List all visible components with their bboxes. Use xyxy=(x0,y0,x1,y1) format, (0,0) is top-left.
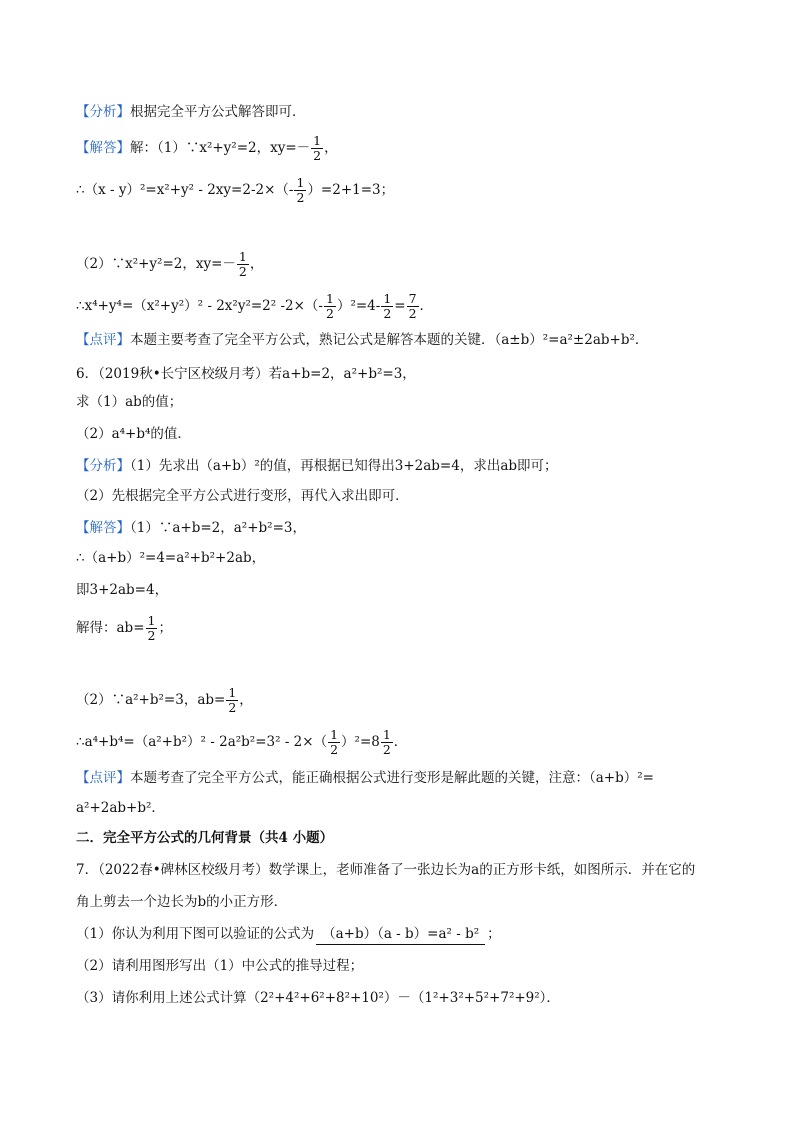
question-7-ask-1: （1）你认为利用下图可以验证的公式为 （a+b）（a - b）=a² - b² ； xyxy=(76,924,501,945)
fraction-half: $\frac{1}{2}$ xyxy=(296,175,305,205)
solution-line-p5-2: ∴（x - y）²=x²+y² - 2xy=2-2×（- $\frac{1}{2}$ ）=2+1=3； xyxy=(76,175,395,205)
fraction-half: $\frac{1}{2}$ xyxy=(238,249,247,279)
fraction-half: $\frac{1}{2}$ xyxy=(147,613,156,643)
fraction-half: $\frac{1}{2}$ xyxy=(228,685,237,715)
question-7-ask-2: （2）请利用图形写出（1）中公式的推导过程； xyxy=(76,958,364,974)
analysis-text: 根据完全平方公式解答即可． xyxy=(130,104,306,120)
solution-label: 【解答】 xyxy=(76,520,130,536)
analysis-line-p5 xyxy=(76,102,306,122)
solution-line-q6-6: ∴a⁴+b⁴=（a²+b²）² - 2a²b²=3² - 2×（ $\frac{1}{2}$ ）²=8 $\frac{1}{2}$ ． xyxy=(76,727,408,757)
solution-line-q6-3: 即3+2ab=4， xyxy=(76,582,169,598)
analysis-label: 【分析】 xyxy=(76,458,130,474)
solution-line-p5-4: ∴x⁴+y⁴=（x²+y²）² - 2x²y²=2² -2×（- $\frac{1}{2}$ ）²=4- $\frac{1}{2}$ = $\frac{7}{2}$ ． xyxy=(76,291,434,321)
analysis-label: 【分析】 xyxy=(76,104,130,120)
question-6-title: 6．（2019秋•长宁区校级月考）若a+b=2，a²+b²=3， xyxy=(76,366,416,382)
fraction-half: $\frac{1}{2}$ xyxy=(383,291,392,321)
solution-line-p5-3: （2）∵x²+y²=2，xy=－ $\frac{1}{2}$ ， xyxy=(76,249,264,279)
solution-label: 【解答】 xyxy=(76,140,130,156)
fraction-half: $\frac{1}{2}$ xyxy=(382,727,391,757)
analysis-line-q6-1: 【分析】（1）先求出（a+b）²的值，再根据已知得出3+2ab=4，求出ab即可； xyxy=(76,458,558,474)
solution-line-q6-4: 解得：ab= $\frac{1}{2}$ ； xyxy=(76,613,172,643)
fraction-half: $\frac{1}{2}$ xyxy=(330,727,339,757)
comment-label: 【点评】 xyxy=(76,770,130,786)
comment-line-q6-1: 【点评】本题考查了完全平方公式，能正确根据公式进行变形是解此题的关键，注意：（a+b）²= xyxy=(76,770,654,786)
question-7-line-2: 角上剪去一个边长为b的小正方形． xyxy=(76,894,288,910)
solution-line-q6-5: （2）∵a²+b²=3，ab= $\frac{1}{2}$ ， xyxy=(76,685,253,715)
question-7-line-1: 7．（2022春•碑林区校级月考）数学课上，老师准备了一张边长为a的正方形卡纸，如图所示．并在它的 xyxy=(76,862,696,878)
fraction-half: $\frac{1}{2}$ xyxy=(313,133,322,163)
solution-line-p5-1: 【解答】解：（1）∵x²+y²=2，xy=－ $\frac{1}{2}$ ， xyxy=(76,133,338,163)
solution-line-q6-2: ∴（a+b）²=4=a²+b²+2ab， xyxy=(76,550,266,566)
question-7-ask-3: （3）请你利用上述公式计算（2²+4²+6²+8²+10²）－（1²+3²+5²+7²+9²）． xyxy=(76,990,560,1006)
answer-blank: （a+b）（a - b）=a² - b² xyxy=(316,924,485,945)
analysis-line-q6-2: （2）先根据完全平方公式进行变形，再代入求出即可． xyxy=(76,488,409,504)
comment-label: 【点评】 xyxy=(76,332,130,348)
section-2-title: 二．完全平方公式的几何背景（共4 小题） xyxy=(76,830,334,846)
comment-line-p5: 【点评】本题主要考查了完全平方公式，熟记公式是解答本题的关键．（a±b）²=a²±2ab+b²． xyxy=(76,332,649,348)
solution-text: 解：（1）∵x²+y²=2，xy=－ xyxy=(130,140,311,156)
solution-line-q6-1: 【解答】（1）∵a+b=2，a²+b²=3， xyxy=(76,520,306,536)
fraction-half: $\frac{1}{2}$ xyxy=(326,291,334,321)
question-6-ask-1: 求（1）ab的值； xyxy=(76,394,183,410)
comment-line-q6-2: a²+2ab+b²． xyxy=(76,800,165,816)
question-6-ask-2: （2）a⁴+b⁴的值． xyxy=(76,426,191,442)
fraction-seven-halves: $\frac{7}{2}$ xyxy=(408,291,417,321)
